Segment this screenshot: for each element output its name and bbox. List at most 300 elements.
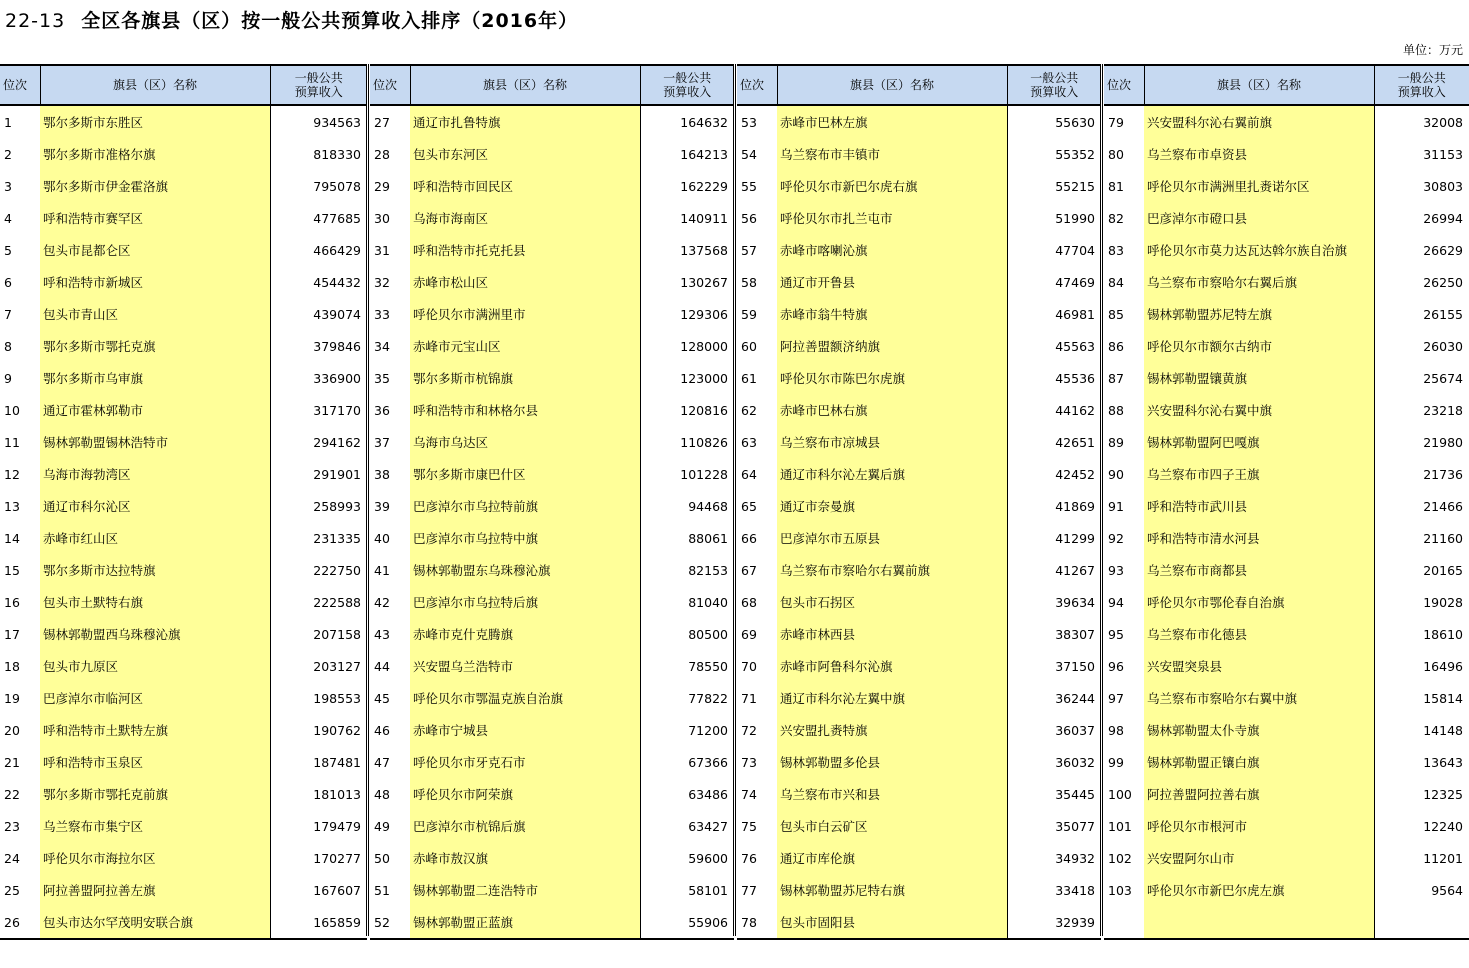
revenue-cell: 58101	[640, 874, 734, 906]
county-name-cell: 巴彦淖尔市杭锦后旗	[410, 810, 640, 842]
rank-cell: 83	[1108, 242, 1124, 258]
table-row	[737, 266, 1101, 298]
county-name-cell: 鄂尔多斯市乌审旗	[40, 362, 270, 394]
revenue-cell: 291901	[270, 458, 367, 490]
revenue-cell: 63427	[640, 810, 734, 842]
table-row	[1104, 202, 1469, 234]
county-name-cell: 赤峰市巴林右旗	[777, 394, 1007, 426]
title-text: 全区各旗县（区）按一般公共预算收入排序（2016年）	[81, 10, 579, 32]
table-row	[370, 714, 734, 746]
revenue-cell: 26629	[1374, 234, 1469, 266]
table-row	[0, 394, 367, 426]
table-row	[1104, 298, 1469, 330]
revenue-cell: 45536	[1007, 362, 1101, 394]
county-name-cell: 通辽市扎鲁特旗	[410, 105, 640, 138]
table-row	[737, 682, 1101, 714]
county-name-cell: 呼和浩特市和林格尔县	[410, 394, 640, 426]
revenue-cell: 14148	[1374, 714, 1469, 746]
county-name-cell: 包头市东河区	[410, 138, 640, 170]
table-row	[1104, 554, 1469, 586]
table-row	[370, 394, 734, 426]
rank-cell: 55	[741, 178, 757, 194]
header-rank: 位次	[737, 65, 777, 105]
revenue-cell: 477685	[270, 202, 367, 234]
county-name-cell: 赤峰市松山区	[410, 266, 640, 298]
county-name-cell: 兴安盟突泉县	[1144, 650, 1374, 682]
rank-cell: 54	[741, 146, 757, 162]
rank-cell: 46	[374, 722, 390, 738]
table-row	[370, 682, 734, 714]
revenue-cell: 38307	[1007, 618, 1101, 650]
county-name-cell: 锡林郭勒盟二连浩特市	[410, 874, 640, 906]
rank-cell: 67	[741, 562, 757, 578]
county-name-cell: 乌海市乌达区	[410, 426, 640, 458]
ranking-table	[1104, 64, 1469, 940]
table-row	[370, 650, 734, 682]
county-name-cell: 呼伦贝尔市满洲里扎赉诺尔区	[1144, 170, 1374, 202]
county-name-cell: 呼伦贝尔市莫力达瓦达斡尔族自治旗	[1144, 234, 1374, 266]
ranking-block-4	[1104, 64, 1469, 936]
rank-cell: 31	[374, 242, 390, 258]
county-name-cell: 鄂尔多斯市杭锦旗	[410, 362, 640, 394]
header-amount	[1374, 65, 1469, 105]
table-row	[370, 554, 734, 586]
revenue-cell: 39634	[1007, 586, 1101, 618]
rank-cell: 86	[1108, 338, 1124, 354]
table-row	[737, 778, 1101, 810]
table-row	[737, 874, 1101, 906]
header-amount-line1: 一般公共	[1397, 71, 1446, 85]
revenue-cell: 94468	[640, 490, 734, 522]
table-row	[737, 522, 1101, 554]
table-row	[737, 138, 1101, 170]
rank-cell: 49	[374, 818, 390, 834]
table-row	[737, 234, 1101, 266]
unit-label: 单位：万元	[1402, 43, 1463, 57]
table-row	[1104, 330, 1469, 362]
rank-cell: 36	[374, 402, 390, 418]
revenue-cell: 110826	[640, 426, 734, 458]
table-row	[737, 105, 1101, 138]
county-name-cell: 锡林郭勒盟镶黄旗	[1144, 362, 1374, 394]
ranking-block-2	[370, 64, 734, 936]
rank-cell: 66	[741, 530, 757, 546]
table-row	[1104, 842, 1469, 874]
revenue-cell: 55906	[640, 906, 734, 939]
header-rank: 位次	[370, 65, 410, 105]
rank-cell: 37	[374, 434, 390, 450]
revenue-cell: 81040	[640, 586, 734, 618]
county-name-cell: 通辽市奈曼旗	[777, 490, 1007, 522]
table-row	[737, 490, 1101, 522]
table-row	[0, 362, 367, 394]
rank-cell: 88	[1108, 402, 1124, 418]
revenue-cell: 36244	[1007, 682, 1101, 714]
county-name-cell: 巴彦淖尔市乌拉特中旗	[410, 522, 640, 554]
revenue-cell: 164632	[640, 105, 734, 138]
rank-cell: 78	[737, 906, 777, 939]
revenue-cell: 140911	[640, 202, 734, 234]
revenue-cell: 207158	[270, 618, 367, 650]
table-row	[0, 746, 367, 778]
county-name-cell: 呼伦贝尔市陈巴尔虎旗	[777, 362, 1007, 394]
rank-cell: 71	[741, 690, 757, 706]
rank-cell: 4	[4, 210, 12, 226]
rank-cell: 7	[4, 306, 12, 322]
revenue-cell: 25674	[1374, 362, 1469, 394]
revenue-cell: 137568	[640, 234, 734, 266]
county-name-cell: 通辽市开鲁县	[777, 266, 1007, 298]
rank-cell: 44	[374, 658, 390, 674]
table-row	[1104, 105, 1469, 138]
rank-cell: 5	[4, 242, 12, 258]
county-name-cell: 乌兰察布市丰镇市	[777, 138, 1007, 170]
rank-cell: 58	[741, 274, 757, 290]
county-name-cell: 锡林郭勒盟阿巴嘎旗	[1144, 426, 1374, 458]
rank-cell: 34	[374, 338, 390, 354]
table-row	[737, 458, 1101, 490]
rank-cell: 52	[370, 906, 410, 939]
revenue-cell: 55352	[1007, 138, 1101, 170]
table-row	[737, 394, 1101, 426]
table-row	[370, 746, 734, 778]
table-row	[0, 202, 367, 234]
table-row	[737, 650, 1101, 682]
header-row	[370, 65, 734, 105]
revenue-cell: 187481	[270, 746, 367, 778]
county-name-cell: 赤峰市宁城县	[410, 714, 640, 746]
revenue-cell: 294162	[270, 426, 367, 458]
table-row	[0, 266, 367, 298]
county-name-cell: 呼伦贝尔市新巴尔虎右旗	[777, 170, 1007, 202]
rank-cell: 53	[741, 114, 757, 130]
table-row	[1104, 906, 1469, 939]
county-name-cell: 乌兰察布市化德县	[1144, 618, 1374, 650]
table-row	[370, 458, 734, 490]
rank-cell: 79	[1108, 114, 1124, 130]
county-name-cell: 阿拉善盟阿拉善右旗	[1144, 778, 1374, 810]
table-row	[737, 170, 1101, 202]
revenue-cell: 317170	[270, 394, 367, 426]
rank-cell: 11	[4, 434, 20, 450]
table-row	[370, 906, 734, 939]
county-name-cell: 包头市九原区	[40, 650, 270, 682]
table-row	[1104, 714, 1469, 746]
county-name-cell: 呼伦贝尔市扎兰屯市	[777, 202, 1007, 234]
county-name-cell: 乌兰察布市商都县	[1144, 554, 1374, 586]
rank-cell: 6	[4, 274, 12, 290]
header-name: 旗县（区）名称	[1144, 65, 1374, 105]
header-amount	[640, 65, 734, 105]
county-name-cell: 鄂尔多斯市鄂托克前旗	[40, 778, 270, 810]
revenue-cell: 26030	[1374, 330, 1469, 362]
table-row	[0, 298, 367, 330]
table-row	[0, 842, 367, 874]
rank-cell: 12	[4, 466, 20, 482]
table-row	[370, 874, 734, 906]
county-name-cell: 赤峰市喀喇沁旗	[777, 234, 1007, 266]
table-row	[737, 202, 1101, 234]
county-name-cell: 呼和浩特市土默特左旗	[40, 714, 270, 746]
revenue-cell: 9564	[1374, 874, 1469, 906]
revenue-cell: 20165	[1374, 554, 1469, 586]
county-name-cell: 呼和浩特市清水河县	[1144, 522, 1374, 554]
rank-cell: 19	[4, 690, 20, 706]
revenue-cell: 47704	[1007, 234, 1101, 266]
table-row	[0, 778, 367, 810]
table-row	[0, 138, 367, 170]
county-name-cell: 赤峰市阿鲁科尔沁旗	[777, 650, 1007, 682]
county-name-cell: 巴彦淖尔市临河区	[40, 682, 270, 714]
rank-cell: 80	[1108, 146, 1124, 162]
rank-cell: 18	[4, 658, 20, 674]
county-name-cell: 通辽市库伦旗	[777, 842, 1007, 874]
table-row	[737, 298, 1101, 330]
county-name-cell: 巴彦淖尔市乌拉特后旗	[410, 586, 640, 618]
county-name-cell: 通辽市科尔沁左翼后旗	[777, 458, 1007, 490]
revenue-cell: 818330	[270, 138, 367, 170]
revenue-cell: 55630	[1007, 105, 1101, 138]
table-row	[1104, 746, 1469, 778]
header-name: 旗县（区）名称	[40, 65, 270, 105]
rank-cell: 38	[374, 466, 390, 482]
rank-cell: 75	[741, 818, 757, 834]
county-name-cell: 包头市白云矿区	[777, 810, 1007, 842]
county-name-cell: 乌兰察布市兴和县	[777, 778, 1007, 810]
county-name-cell: 阿拉善盟额济纳旗	[777, 330, 1007, 362]
revenue-cell: 45563	[1007, 330, 1101, 362]
revenue-cell: 167607	[270, 874, 367, 906]
county-name-cell: 包头市固阳县	[777, 906, 1007, 939]
rank-cell: 10	[4, 402, 20, 418]
table-row	[1104, 394, 1469, 426]
county-name-cell: 乌兰察布市察哈尔右翼中旗	[1144, 682, 1374, 714]
revenue-cell: 41267	[1007, 554, 1101, 586]
revenue-cell: 23218	[1374, 394, 1469, 426]
county-name-cell: 呼伦贝尔市鄂伦春自治旗	[1144, 586, 1374, 618]
rank-cell: 85	[1108, 306, 1124, 322]
rank-cell: 56	[741, 210, 757, 226]
rank-cell: 23	[4, 818, 20, 834]
rank-cell: 96	[1108, 658, 1124, 674]
table-row	[0, 682, 367, 714]
header-amount-line1: 一般公共	[663, 71, 712, 85]
rank-cell: 17	[4, 626, 20, 642]
county-name-cell: 鄂尔多斯市伊金霍洛旗	[40, 170, 270, 202]
rank-cell: 50	[374, 850, 390, 866]
revenue-cell: 31153	[1374, 138, 1469, 170]
table-row	[737, 586, 1101, 618]
revenue-cell: 222588	[270, 586, 367, 618]
header-amount	[270, 65, 367, 105]
column-divider	[1100, 64, 1103, 936]
revenue-cell: 379846	[270, 330, 367, 362]
county-name-cell: 鄂尔多斯市达拉特旗	[40, 554, 270, 586]
header-amount-line1: 一般公共	[1030, 71, 1079, 85]
header-amount-line2: 预算收入	[294, 85, 343, 99]
rank-cell: 14	[4, 530, 20, 546]
rank-cell: 28	[374, 146, 390, 162]
county-name-cell: 赤峰市林西县	[777, 618, 1007, 650]
table-row	[370, 810, 734, 842]
rank-cell: 26	[0, 906, 40, 939]
county-name-cell: 呼伦贝尔市牙克石市	[410, 746, 640, 778]
table-row	[1104, 618, 1469, 650]
county-name-cell: 巴彦淖尔市磴口县	[1144, 202, 1374, 234]
county-name-cell: 乌兰察布市集宁区	[40, 810, 270, 842]
rank-cell: 102	[1108, 850, 1132, 866]
county-name-cell: 鄂尔多斯市东胜区	[40, 105, 270, 138]
rank-cell: 39	[374, 498, 390, 514]
county-name-cell: 呼伦贝尔市满洲里市	[410, 298, 640, 330]
table-row	[0, 586, 367, 618]
revenue-cell: 13643	[1374, 746, 1469, 778]
header-amount-line2: 预算收入	[663, 85, 712, 99]
rank-cell: 43	[374, 626, 390, 642]
table-row	[737, 618, 1101, 650]
rank-cell: 24	[4, 850, 20, 866]
revenue-cell: 51990	[1007, 202, 1101, 234]
title-code: 22-13	[5, 10, 66, 32]
table-row	[370, 298, 734, 330]
table-row	[737, 810, 1101, 842]
county-name-cell: 乌兰察布市察哈尔右翼后旗	[1144, 266, 1374, 298]
revenue-cell: 82153	[640, 554, 734, 586]
county-name-cell: 包头市昆都仑区	[40, 234, 270, 266]
revenue-cell: 123000	[640, 362, 734, 394]
county-name-cell: 赤峰市红山区	[40, 522, 270, 554]
revenue-cell: 26994	[1374, 202, 1469, 234]
table-row	[370, 522, 734, 554]
revenue-cell: 11201	[1374, 842, 1469, 874]
county-name-cell: 通辽市科尔沁左翼中旗	[777, 682, 1007, 714]
rank-cell: 13	[4, 498, 20, 514]
revenue-cell: 71200	[640, 714, 734, 746]
county-name-cell: 呼和浩特市武川县	[1144, 490, 1374, 522]
table-row	[0, 105, 367, 138]
table-row	[370, 202, 734, 234]
ranking-block-1	[0, 64, 367, 936]
rank-cell: 48	[374, 786, 390, 802]
county-name-cell: 呼伦贝尔市新巴尔虎左旗	[1144, 874, 1374, 906]
table-row	[737, 330, 1101, 362]
county-name-cell: 包头市达尔罕茂明安联合旗	[40, 906, 270, 939]
table-row	[737, 746, 1101, 778]
table-row	[737, 426, 1101, 458]
revenue-cell: 78550	[640, 650, 734, 682]
header-row	[1104, 65, 1469, 105]
revenue-cell: 128000	[640, 330, 734, 362]
header-amount	[1007, 65, 1101, 105]
table-row	[370, 266, 734, 298]
ranking-block-3	[737, 64, 1101, 936]
county-name-cell: 锡林郭勒盟正镶白旗	[1144, 746, 1374, 778]
revenue-cell: 12325	[1374, 778, 1469, 810]
county-name-cell: 兴安盟乌兰浩特市	[410, 650, 640, 682]
rank-cell: 100	[1108, 786, 1132, 802]
county-name-cell: 包头市青山区	[40, 298, 270, 330]
county-name-cell: 巴彦淖尔市乌拉特前旗	[410, 490, 640, 522]
revenue-cell: 258993	[270, 490, 367, 522]
ranking-table	[0, 64, 367, 940]
revenue-cell: 181013	[270, 778, 367, 810]
rank-cell: 103	[1108, 882, 1132, 898]
revenue-cell: 19028	[1374, 586, 1469, 618]
table-row	[370, 138, 734, 170]
revenue-cell: 120816	[640, 394, 734, 426]
rank-cell: 8	[4, 338, 12, 354]
revenue-cell: 162229	[640, 170, 734, 202]
header-row	[737, 65, 1101, 105]
rank-cell: 73	[741, 754, 757, 770]
county-name-cell: 呼和浩特市赛罕区	[40, 202, 270, 234]
table-row	[0, 714, 367, 746]
ranking-table	[737, 64, 1101, 940]
county-name-cell: 赤峰市巴林左旗	[777, 105, 1007, 138]
county-name-cell: 通辽市霍林郭勒市	[40, 394, 270, 426]
revenue-cell: 129306	[640, 298, 734, 330]
revenue-cell: 165859	[270, 906, 367, 939]
revenue-cell: 59600	[640, 842, 734, 874]
rank-cell: 45	[374, 690, 390, 706]
table-row	[0, 874, 367, 906]
rank-cell: 47	[374, 754, 390, 770]
rank-cell: 42	[374, 594, 390, 610]
county-name-cell: 锡林郭勒盟太仆寺旗	[1144, 714, 1374, 746]
revenue-cell: 33418	[1007, 874, 1101, 906]
rank-cell: 77	[741, 882, 757, 898]
revenue-cell: 198553	[270, 682, 367, 714]
rank-cell: 62	[741, 402, 757, 418]
rank-cell: 59	[741, 306, 757, 322]
rank-cell: 30	[374, 210, 390, 226]
table-row	[0, 522, 367, 554]
header-rank: 位次	[1104, 65, 1144, 105]
county-name-cell: 呼和浩特市托克托县	[410, 234, 640, 266]
revenue-cell	[1374, 906, 1469, 939]
rank-cell: 89	[1108, 434, 1124, 450]
revenue-cell: 32939	[1007, 906, 1101, 939]
county-name-cell: 乌兰察布市卓资县	[1144, 138, 1374, 170]
rank-cell: 74	[741, 786, 757, 802]
revenue-cell: 795078	[270, 170, 367, 202]
table-row	[737, 842, 1101, 874]
county-name-cell: 呼伦贝尔市鄂温克族自治旗	[410, 682, 640, 714]
table-row	[0, 330, 367, 362]
rank-cell: 51	[374, 882, 390, 898]
rank-cell: 57	[741, 242, 757, 258]
county-name-cell: 呼伦贝尔市阿荣旗	[410, 778, 640, 810]
revenue-cell: 454432	[270, 266, 367, 298]
rank-cell: 20	[4, 722, 20, 738]
table-row	[1104, 490, 1469, 522]
revenue-cell: 21160	[1374, 522, 1469, 554]
revenue-cell: 35077	[1007, 810, 1101, 842]
revenue-cell: 30803	[1374, 170, 1469, 202]
table-row	[1104, 522, 1469, 554]
table-row	[0, 650, 367, 682]
county-name-cell: 兴安盟扎赉特旗	[777, 714, 1007, 746]
county-name-cell: 呼伦贝尔市根河市	[1144, 810, 1374, 842]
revenue-cell: 35445	[1007, 778, 1101, 810]
county-name-cell: 锡林郭勒盟多伦县	[777, 746, 1007, 778]
county-name-cell: 鄂尔多斯市鄂托克旗	[40, 330, 270, 362]
table-row	[1104, 586, 1469, 618]
header-name: 旗县（区）名称	[777, 65, 1007, 105]
table-row	[1104, 650, 1469, 682]
table-row	[0, 906, 367, 939]
county-name-cell: 兴安盟阿尔山市	[1144, 842, 1374, 874]
